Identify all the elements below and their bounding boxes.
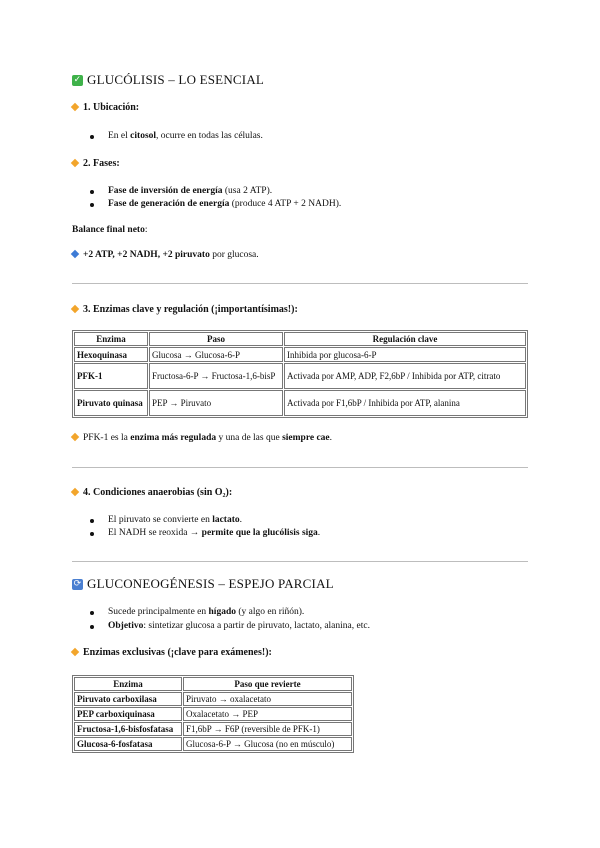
table-cell: Glucosa-6-P → Glucosa (no en músculo) (183, 737, 352, 751)
section-3-heading (72, 304, 298, 315)
glucolisis-title-text: GLUCÓLISIS – LO ESENCIAL (87, 72, 265, 87)
table-cell: Activada por F1,6bP / Inhibida por ATP, alanina (284, 390, 526, 416)
table-row (74, 707, 352, 721)
orange-diamond-icon (71, 433, 79, 441)
column-header: Regulación clave (284, 332, 526, 346)
bullet-bold: hígado (208, 607, 236, 617)
table-cell: Activada por AMP, ADP, F2,6bP / Inhibida por ATP, citrato (284, 363, 526, 389)
bullet-text: En el (108, 131, 131, 141)
table-cell: Piruvato → oxalacetato (183, 692, 352, 706)
bullet-text: . (317, 528, 321, 538)
note-bold: siempre cae (282, 433, 330, 443)
pfk-note (72, 433, 332, 443)
column-header: Enzima (74, 332, 148, 346)
list-item (108, 515, 242, 525)
table-cell: Hexoquinasa (74, 347, 148, 362)
table-cell: Glucosa-6-fosfatasa (74, 737, 182, 751)
note-bold: enzima más regulada (130, 433, 217, 443)
cycle-arrows-icon: ⟳ (73, 578, 82, 589)
list-item (108, 528, 320, 538)
gluconeogenesis-enzymes-table (72, 675, 354, 753)
table-row (74, 722, 352, 736)
table-cell: F1,6bP → F6P (reversible de PFK-1) (183, 722, 352, 736)
table-cell: Fructosa-1,6-bisfosfatasa (74, 722, 182, 736)
list-item (108, 199, 341, 209)
section-2-heading-text: 2. Fases: (83, 158, 120, 169)
bullet-bold: lactato (212, 515, 240, 525)
column-header: Paso que revierte (183, 677, 352, 691)
orange-diamond-icon (71, 487, 79, 495)
column-header: Paso (149, 332, 283, 346)
table-cell: PEP → Piruvato (149, 390, 283, 416)
list-item (108, 607, 304, 617)
orange-diamond-icon (71, 304, 79, 312)
table-cell: PFK-1 (74, 363, 148, 389)
bullet-bold: Fase de generación de energía (108, 199, 230, 209)
balance-label (72, 225, 147, 235)
glucolisis-title (72, 72, 264, 88)
section-4-heading-text: 4. Condiciones anaerobias (sin O₂): (83, 487, 233, 498)
blue-diamond-icon (71, 250, 79, 258)
balance-result-bold: +2 ATP, +2 NADH, +2 piruvato (83, 250, 210, 260)
balance-result-text: por glucosa. (209, 250, 259, 260)
check-icon: ✓ (73, 74, 82, 85)
list-item (108, 186, 272, 196)
note-text: PFK-1 es la (83, 433, 131, 443)
divider (72, 561, 528, 562)
bullet-bold: permite que la glucólisis siga (201, 528, 318, 538)
bullet-text: El NADH se reoxida → (108, 528, 202, 538)
bullet-text: (usa 2 ATP). (222, 186, 273, 196)
bullet-text: Sucede principalmente en (108, 607, 209, 617)
table-cell: Piruvato carboxilasa (74, 692, 182, 706)
bullet-text: . (239, 515, 243, 525)
note-text: y una de las que (216, 433, 283, 443)
section-1-heading-text: 1. Ubicación: (83, 102, 140, 113)
table-row (74, 737, 352, 751)
section-2-heading (72, 158, 120, 169)
balance-label-bold: Balance final neto (72, 225, 145, 235)
table-cell: Inhibida por glucosa-6-P (284, 347, 526, 362)
table-cell: Glucosa → Glucosa-6-P (149, 347, 283, 362)
orange-diamond-icon (71, 102, 79, 110)
balance-colon: : (144, 225, 148, 235)
note-text: . (329, 433, 333, 443)
section-1-heading (72, 102, 139, 113)
table-row (74, 347, 526, 362)
table-row (74, 390, 526, 416)
bullet-text: , ocurre en todas las células. (156, 131, 263, 141)
glycolysis-enzymes-table (72, 330, 528, 418)
section-3-heading-text: 3. Enzimas clave y regulación (¡importantísimas!): (83, 304, 298, 315)
orange-diamond-icon (71, 647, 79, 655)
table-cell: PEP carboxiquinasa (74, 707, 182, 721)
orange-diamond-icon (71, 158, 79, 166)
table-row (74, 692, 352, 706)
bullet-text: (y algo en riñón). (235, 607, 305, 617)
divider (72, 283, 528, 284)
column-header: Enzima (74, 677, 182, 691)
list-item (108, 621, 370, 631)
table-cell: Fructosa-6-P → Fructosa-1,6-bisP (149, 363, 283, 389)
table-cell: Oxalacetato → PEP (183, 707, 352, 721)
divider (72, 467, 528, 468)
bullet-bold: citosol (130, 131, 157, 141)
balance-result (72, 250, 259, 260)
table-header-row (74, 677, 352, 691)
bullet-text: : sintetizar glucosa a partir de piruvato, lactato, alanina, etc. (143, 621, 370, 631)
section-4-heading (72, 487, 232, 498)
table-row (74, 363, 526, 389)
bullet-bold: Fase de inversión de energía (108, 186, 223, 196)
gluconeogenesis-title (72, 576, 334, 592)
exclusive-enzymes-heading-text: Enzimas exclusivas (¡clave para exámenes!): (83, 647, 272, 658)
bullet-text: (produce 4 ATP + 2 NADH). (229, 199, 342, 209)
table-header-row (74, 332, 526, 346)
table-cell: Piruvato quinasa (74, 390, 148, 416)
list-item (108, 131, 263, 141)
gluconeogenesis-title-text: GLUCONEOGÉNESIS – ESPEJO PARCIAL (87, 576, 334, 591)
exclusive-enzymes-heading (72, 647, 272, 658)
bullet-text: El piruvato se convierte en (108, 515, 213, 525)
bullet-bold: Objetivo (108, 621, 144, 631)
